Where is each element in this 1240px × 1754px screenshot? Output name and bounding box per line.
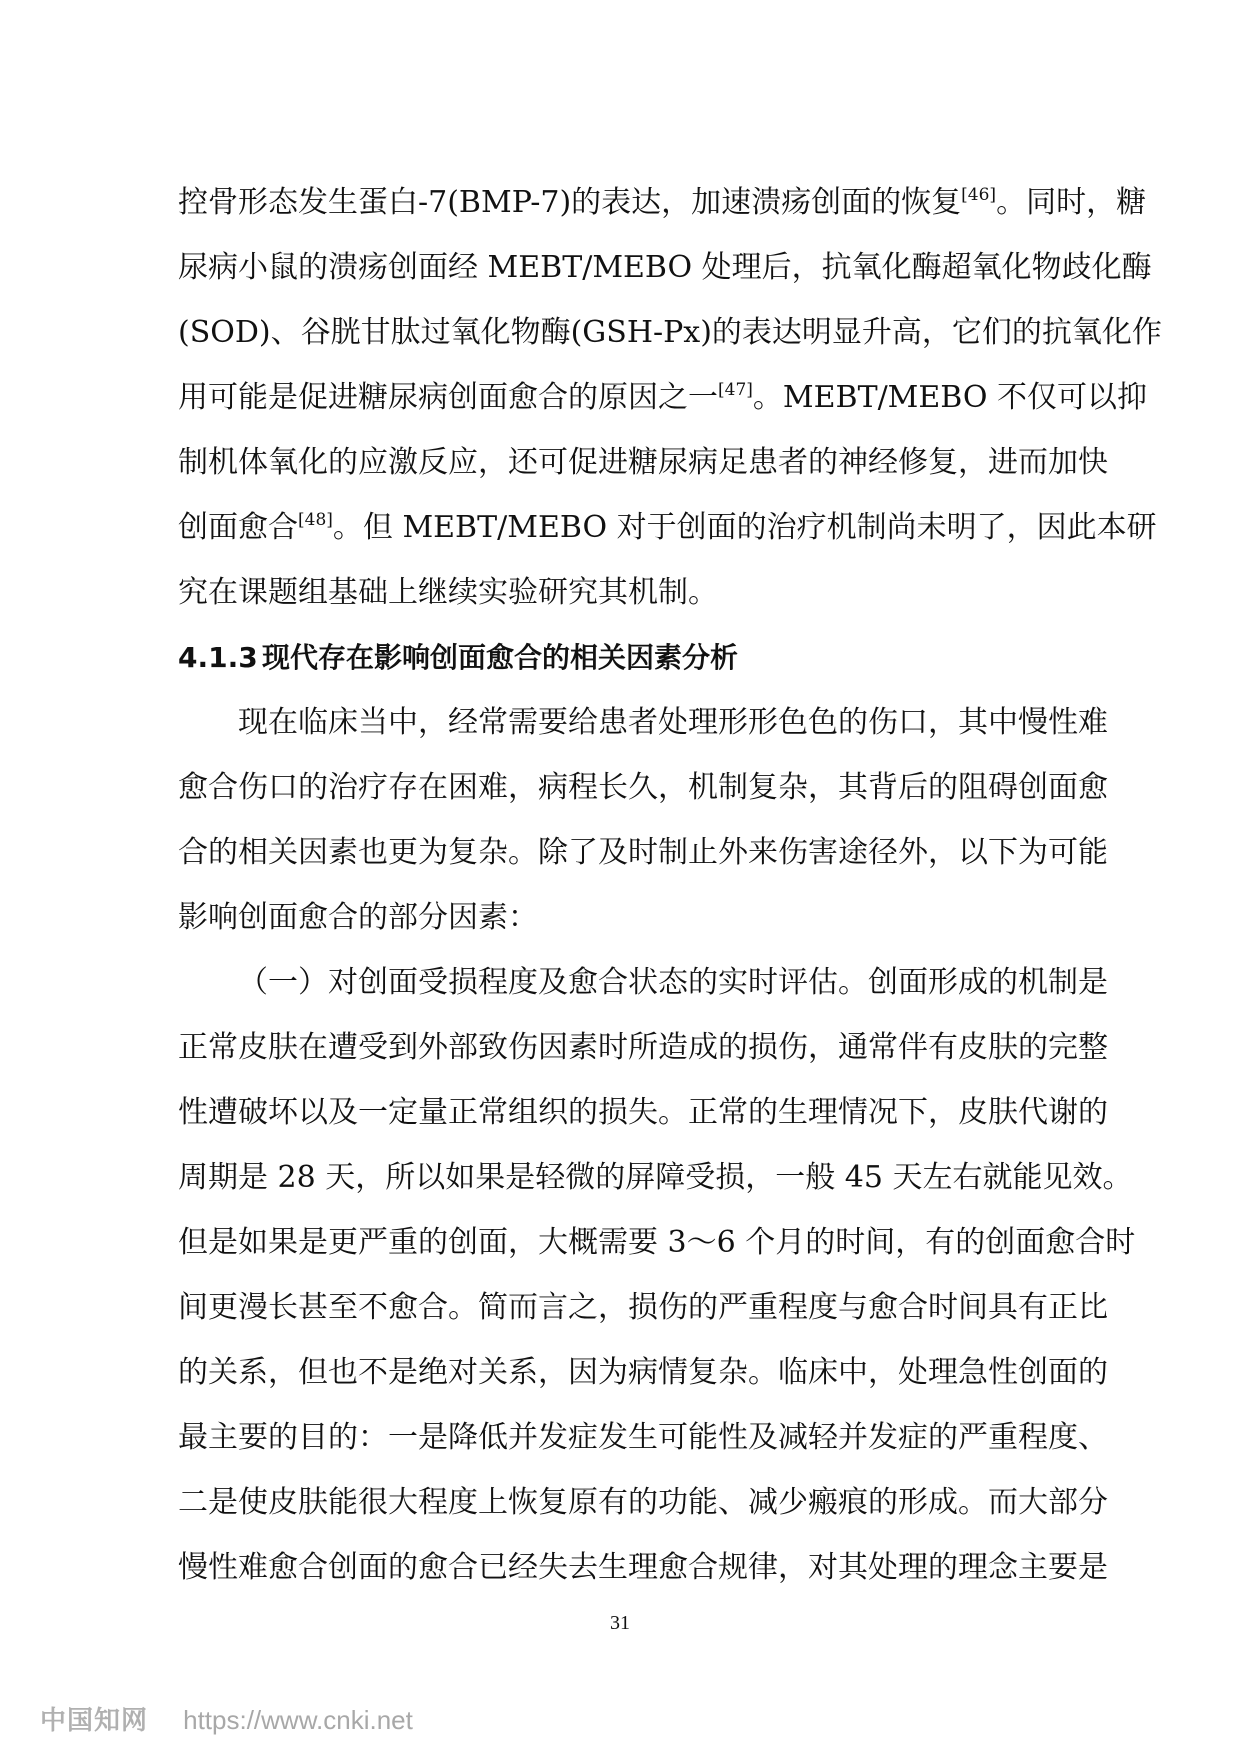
text-line: 影响创面愈合的部分因素： — [178, 900, 538, 935]
cnki-logo: 中国知网 — [40, 1706, 149, 1736]
section-title: 现代存在影响创面愈合的相关因素分析 — [262, 641, 739, 674]
text-line: 性遭破坏以及一定量正常组织的损失。正常的生理情况下，皮肤代谢的 — [178, 1095, 1108, 1130]
paragraph-intro — [178, 170, 1162, 625]
text-line: 究在课题组基础上继续实验研究其机制。 — [178, 575, 718, 610]
text-line: 用可能是促进糖尿病创面愈合的原因之一[47]。MEBT/MEBO 不仅可以抑 — [178, 380, 1148, 415]
text-line: 控骨形态发生蛋白-7(BMP-7)的表达，加速溃疡创面的恢复[46]。同时，糖 — [178, 185, 1147, 220]
text-line: 但是如果是更严重的创面，大概需要 3～6 个月的时间，有的创面愈合时 — [178, 1225, 1136, 1260]
page-number: 31 — [610, 1612, 630, 1634]
section-heading — [178, 625, 1098, 690]
text-line: 的关系，但也不是绝对关系，因为病情复杂。临床中，处理急性创面的 — [178, 1355, 1108, 1390]
paragraph-factor-one — [178, 950, 1136, 1600]
citation[interactable]: [46] — [961, 185, 997, 205]
text-line: （一）对创面受损程度及愈合状态的实时评估。创面形成的机制是 — [238, 965, 1108, 1000]
text-line: 二是使皮肤能很大程度上恢复原有的功能、减少瘢痕的形成。而大部分 — [178, 1485, 1108, 1520]
text-line: 现在临床当中，经常需要给患者处理形形色色的伤口，其中慢性难 — [238, 705, 1108, 740]
text-line: 愈合伤口的治疗存在困难，病程长久，机制复杂，其背后的阻碍创面愈 — [178, 770, 1108, 805]
text-line: 周期是 28 天，所以如果是轻微的屏障受损，一般 45 天左右就能见效。 — [178, 1160, 1133, 1195]
text-line: (SOD)、谷胱甘肽过氧化物酶(GSH-Px)的表达明显升高，它们的抗氧化作 — [178, 315, 1162, 350]
text-line: 创面愈合[48]。但 MEBT/MEBO 对于创面的治疗机制尚未明了，因此本研 — [178, 510, 1157, 545]
section-number: 4.1.3 — [178, 641, 258, 674]
text-line: 合的相关因素也更为复杂。除了及时制止外来伤害途径外，以下为可能 — [178, 835, 1108, 870]
text-line: 慢性难愈合创面的愈合已经失去生理愈合规律，对其处理的理念主要是 — [178, 1550, 1108, 1585]
paragraph-factors-intro — [178, 690, 1108, 950]
text-line: 最主要的目的：一是降低并发症发生可能性及减轻并发症的严重程度、 — [178, 1420, 1108, 1455]
citation[interactable]: [48] — [298, 510, 333, 530]
footer-url[interactable]: https://www.cnki.net — [183, 1705, 413, 1735]
text-line: 正常皮肤在遭受到外部致伤因素时所造成的损伤，通常伴有皮肤的完整 — [178, 1030, 1108, 1065]
citation[interactable]: [47] — [718, 380, 753, 400]
footer-watermark — [40, 1700, 413, 1737]
text-line: 间更漫长甚至不愈合。简而言之，损伤的严重程度与愈合时间具有正比 — [178, 1290, 1108, 1325]
page-content — [178, 170, 1162, 1600]
text-line: 制机体氧化的应激反应，还可促进糖尿病足患者的神经修复，进而加快 — [178, 445, 1108, 480]
text-line: 尿病小鼠的溃疡创面经 MEBT/MEBO 处理后，抗氧化酶超氧化物歧化酶 — [178, 250, 1152, 285]
